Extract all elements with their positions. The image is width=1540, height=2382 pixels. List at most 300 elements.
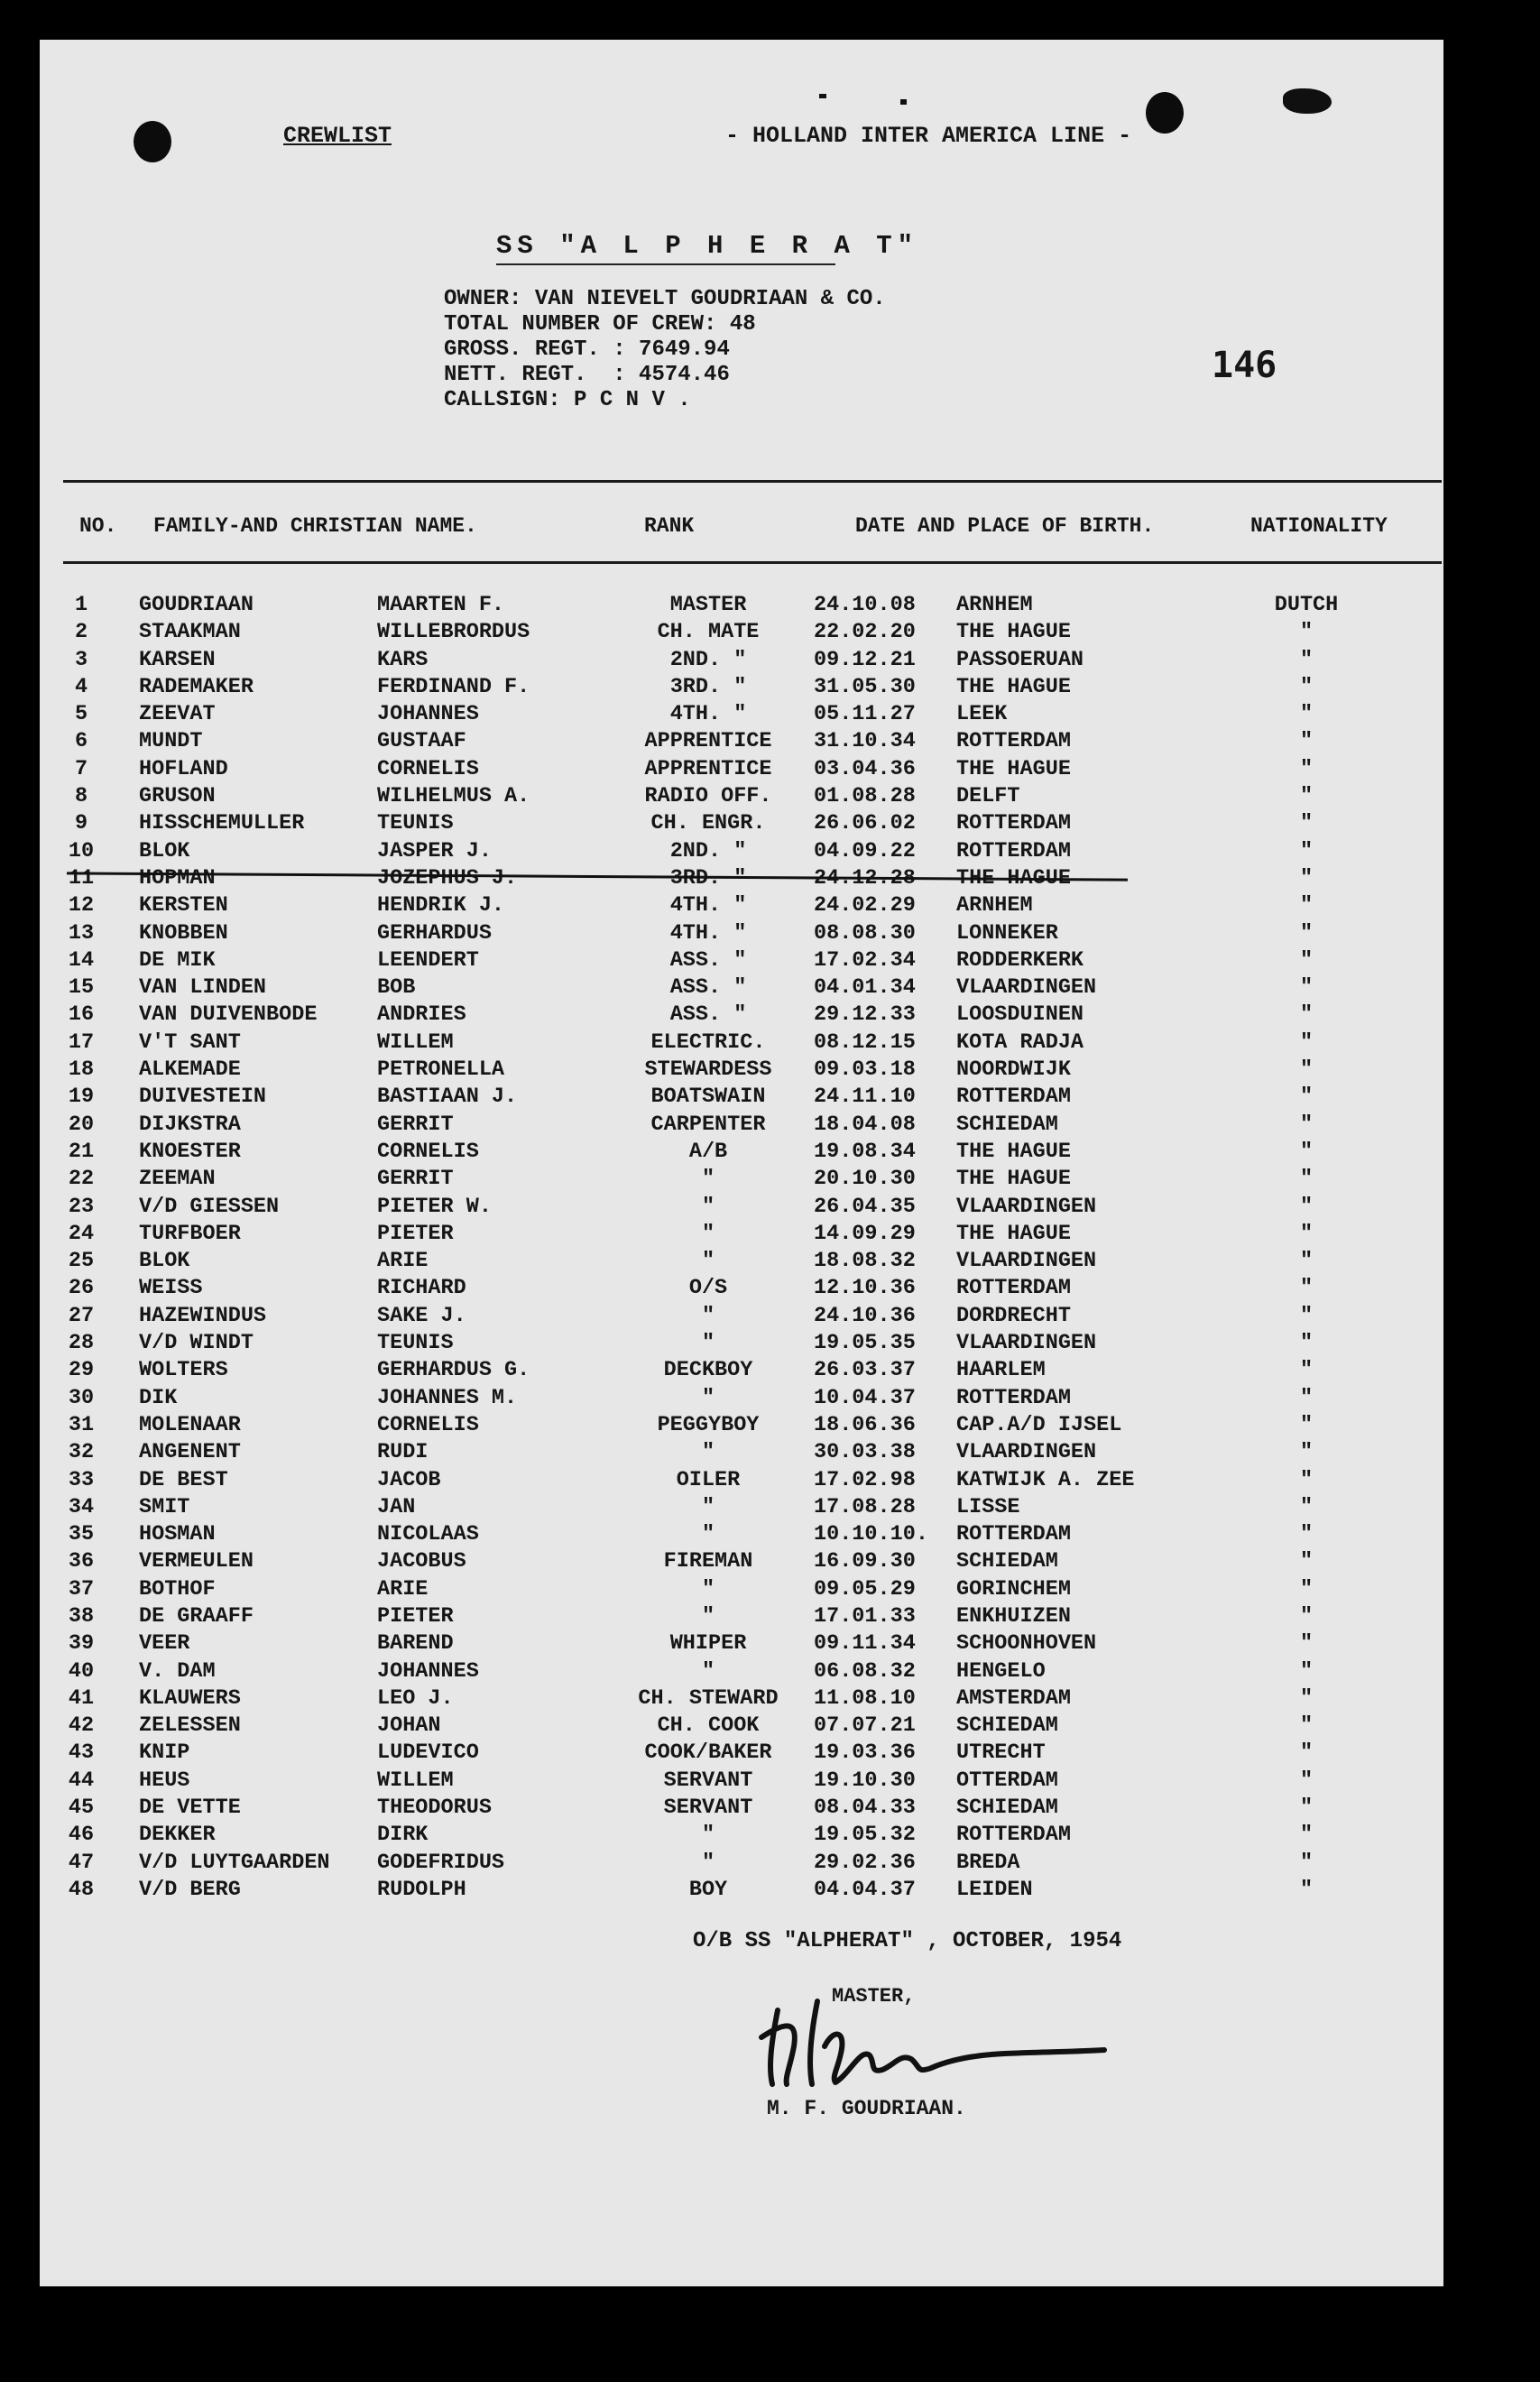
nationality-cell: "	[1299, 1576, 1314, 1602]
birth-date-cell: 14.09.29	[814, 1221, 916, 1246]
crew-number-cell: 30	[68, 1385, 95, 1410]
rank-cell: 2ND. "	[669, 647, 747, 672]
family-name-cell: DE MIK	[139, 947, 216, 973]
rank-cell: STEWARDESS	[644, 1057, 772, 1083]
christian-name-cell: PIETER	[377, 1603, 454, 1629]
birth-date-cell: 06.08.32	[814, 1658, 916, 1684]
birth-place-cell: ROTTERDAM	[956, 1522, 1071, 1547]
christian-name-cell: DIRK	[377, 1823, 429, 1848]
nationality-cell: "	[1299, 756, 1314, 781]
family-name-cell: VEER	[139, 1631, 190, 1657]
nationality-cell: "	[1299, 1713, 1314, 1739]
birth-date-cell: 09.03.18	[814, 1057, 916, 1083]
birth-place-cell: HAARLEM	[956, 1358, 1046, 1383]
table-row	[40, 1112, 1443, 1139]
document-type-heading: CREWLIST	[283, 123, 392, 149]
crew-number-cell: 8	[74, 784, 88, 809]
rank-cell: COOK/BAKER	[644, 1740, 772, 1766]
header-rule-top	[63, 480, 1442, 483]
birth-place-cell: PASSOERUAN	[956, 647, 1084, 672]
table-row	[40, 1330, 1443, 1357]
nationality-cell: "	[1299, 1440, 1314, 1465]
christian-name-cell: GERRIT	[377, 1167, 454, 1192]
family-name-cell: V/D WINDT	[139, 1331, 254, 1356]
crew-number-cell: 12	[68, 893, 95, 919]
birth-place-cell: LOOSDUINEN	[956, 1002, 1084, 1028]
nationality-cell: "	[1299, 1549, 1314, 1574]
family-name-cell: V/D LUYTGAARDEN	[139, 1850, 330, 1875]
rank-cell: BOY	[688, 1877, 728, 1902]
crew-number-cell: 2	[74, 620, 88, 645]
christian-name-cell: ANDRIES	[377, 1002, 466, 1028]
nationality-cell: "	[1299, 1768, 1314, 1793]
birth-date-cell: 24.10.08	[814, 593, 916, 617]
christian-name-cell: RICHARD	[377, 1276, 466, 1301]
nationality-cell: "	[1299, 865, 1314, 891]
nationality-cell: "	[1299, 1494, 1314, 1519]
christian-name-cell: FERDINAND F.	[377, 674, 530, 699]
family-name-cell: DEKKER	[139, 1823, 216, 1848]
nationality-cell: "	[1299, 1603, 1314, 1629]
birth-place-cell: THE HAGUE	[956, 865, 1071, 891]
crew-number-cell: 6	[74, 729, 88, 754]
birth-date-cell: 18.04.08	[814, 1112, 916, 1137]
gross-tonnage-label: GROSS. REGT. :	[444, 337, 626, 362]
nationality-cell: "	[1299, 1002, 1314, 1028]
table-row	[40, 1603, 1443, 1630]
owner-value: VAN NIEVELT GOUDRIAAN & CO.	[534, 287, 886, 311]
nationality-cell: "	[1299, 1877, 1314, 1902]
christian-name-cell: THEODORUS	[377, 1796, 492, 1821]
rank-cell: ASS. "	[669, 1002, 747, 1028]
birth-place-cell: SCHOONHOVEN	[956, 1631, 1097, 1657]
birth-place-cell: ROTTERDAM	[956, 811, 1071, 836]
rank-cell: APPRENTICE	[644, 729, 772, 754]
birth-date-cell: 22.02.20	[814, 620, 916, 645]
rank-cell: SERVANT	[663, 1796, 753, 1821]
crew-number-cell: 32	[68, 1440, 95, 1465]
family-name-cell: VAN LINDEN	[139, 975, 267, 1001]
birth-place-cell: HENGELO	[956, 1658, 1046, 1684]
crew-number-cell: 13	[68, 920, 95, 946]
crew-number-cell: 11	[68, 865, 95, 891]
birth-place-cell: VLAARDINGEN	[956, 1440, 1097, 1465]
table-row	[40, 647, 1443, 674]
callsign-label: CALLSIGN:	[444, 388, 561, 412]
christian-name-cell: JACOBUS	[377, 1549, 466, 1574]
location-date-line: O/B SS "ALPHERAT" , OCTOBER, 1954	[693, 1929, 1122, 1953]
family-name-cell: BLOK	[139, 838, 190, 863]
nationality-cell: "	[1299, 1850, 1314, 1875]
birth-date-cell: 19.10.30	[814, 1768, 916, 1793]
crew-number-cell: 20	[68, 1112, 95, 1137]
nationality-cell: "	[1299, 729, 1314, 754]
crew-number-cell: 34	[68, 1494, 95, 1519]
christian-name-cell: CORNELIS	[377, 1139, 479, 1164]
title-underline	[496, 263, 835, 265]
family-name-cell: V. DAM	[139, 1658, 216, 1684]
rank-cell: CH. COOK	[657, 1713, 760, 1739]
crew-number-cell: 22	[68, 1167, 95, 1192]
family-name-cell: HISSCHEMULLER	[139, 811, 305, 836]
crew-number-cell: 27	[68, 1303, 95, 1328]
birth-date-cell: 24.12.28	[814, 865, 916, 891]
birth-date-cell: 29.02.36	[814, 1850, 916, 1875]
family-name-cell: ZEEVAT	[139, 702, 216, 727]
table-row	[40, 1029, 1443, 1057]
christian-name-cell: JACOB	[377, 1467, 441, 1492]
christian-name-cell: SAKE J.	[377, 1303, 466, 1328]
birth-place-cell: LONNEKER	[956, 920, 1058, 946]
birth-place-cell: OTTERDAM	[956, 1768, 1058, 1793]
christian-name-cell: TEUNIS	[377, 811, 454, 836]
family-name-cell: ZELESSEN	[139, 1713, 241, 1739]
birth-date-cell: 24.11.10	[814, 1085, 916, 1110]
document-page	[40, 40, 1443, 2286]
birth-place-cell: AMSTERDAM	[956, 1685, 1071, 1711]
crew-number-cell: 1	[74, 593, 88, 617]
table-row	[40, 1412, 1443, 1439]
birth-place-cell: RODDERKERK	[956, 947, 1084, 973]
crew-table	[40, 592, 1443, 1904]
rank-cell: DECKBOY	[663, 1358, 753, 1383]
owner-line	[444, 287, 886, 312]
rank-cell: MASTER	[669, 593, 747, 617]
birth-place-cell: UTRECHT	[956, 1740, 1046, 1766]
table-row	[40, 1166, 1443, 1193]
birth-place-cell: CAP.A/D IJSEL	[956, 1412, 1122, 1437]
family-name-cell: BLOK	[139, 1249, 190, 1274]
table-row	[40, 1685, 1443, 1713]
table-row	[40, 1002, 1443, 1029]
christian-name-cell: WILHELMUS A.	[377, 784, 530, 809]
crew-number-cell: 19	[68, 1085, 95, 1110]
family-name-cell: KLAUWERS	[139, 1685, 241, 1711]
rank-cell: RADIO OFF.	[644, 784, 772, 809]
ship-info-block	[444, 287, 886, 413]
family-name-cell: KERSTEN	[139, 893, 228, 919]
family-name-cell: ZEEMAN	[139, 1167, 216, 1192]
birth-place-cell: VLAARDINGEN	[956, 1249, 1097, 1274]
ship-title: SS "A L P H E R A T"	[496, 231, 919, 261]
rank-cell: CARPENTER	[650, 1112, 766, 1137]
rank-cell: APPRENTICE	[644, 756, 772, 781]
birth-place-cell: ROTTERDAM	[956, 838, 1071, 863]
nationality-cell: "	[1299, 1631, 1314, 1657]
nationality-cell: "	[1299, 1112, 1314, 1137]
christian-name-cell: PETRONELLA	[377, 1057, 505, 1083]
christian-name-cell: JAN	[377, 1494, 416, 1519]
birth-date-cell: 20.10.30	[814, 1167, 916, 1192]
birth-date-cell: 01.08.28	[814, 784, 916, 809]
rank-cell: ELECTRIC.	[650, 1029, 766, 1055]
rank-cell: 4TH. "	[669, 702, 747, 727]
christian-name-cell: RUDOLPH	[377, 1877, 466, 1902]
header-rule-bottom	[63, 561, 1442, 564]
nationality-cell: DUTCH	[1274, 593, 1339, 617]
nationality-cell: "	[1299, 1740, 1314, 1766]
birth-place-cell: NOORDWIJK	[956, 1057, 1071, 1083]
rank-cell: "	[701, 1494, 715, 1519]
christian-name-cell: GUSTAAF	[377, 729, 466, 754]
company-heading: - HOLLAND INTER AMERICA LINE -	[725, 123, 1132, 149]
birth-place-cell: DORDRECHT	[956, 1303, 1071, 1328]
table-row	[40, 1630, 1443, 1657]
nationality-cell: "	[1299, 1085, 1314, 1110]
table-row	[40, 1795, 1443, 1822]
punch-hole-right	[1146, 92, 1184, 134]
christian-name-cell: GERHARDUS G.	[377, 1358, 530, 1383]
christian-name-cell: LEENDERT	[377, 947, 479, 973]
nett-tonnage-label: NETT. REGT. :	[444, 363, 626, 387]
table-row	[40, 1521, 1443, 1548]
crew-number-cell: 26	[68, 1276, 95, 1301]
table-row	[40, 892, 1443, 919]
torn-corner-mark	[1283, 88, 1332, 114]
birth-date-cell: 18.08.32	[814, 1249, 916, 1274]
christian-name-cell: BOB	[377, 975, 416, 1001]
family-name-cell: RADEMAKER	[139, 674, 254, 699]
rank-cell: "	[701, 1576, 715, 1602]
owner-label: OWNER:	[444, 287, 522, 311]
crew-number-cell: 35	[68, 1522, 95, 1547]
signatory-name: M. F. GOUDRIAAN.	[767, 2097, 966, 2120]
nationality-cell: "	[1299, 811, 1314, 836]
birth-place-cell: LEIDEN	[956, 1877, 1033, 1902]
gross-tonnage-line	[444, 337, 886, 363]
punch-hole-left	[134, 121, 171, 162]
birth-date-cell: 08.04.33	[814, 1796, 916, 1821]
birth-place-cell: ROTTERDAM	[956, 1276, 1071, 1301]
rank-cell: "	[701, 1194, 715, 1219]
birth-date-cell: 17.02.98	[814, 1467, 916, 1492]
christian-name-cell: WILLEM	[377, 1768, 454, 1793]
christian-name-cell: JOZEPHUS J.	[377, 865, 518, 891]
christian-name-cell: GERRIT	[377, 1112, 454, 1137]
birth-date-cell: 17.01.33	[814, 1603, 916, 1629]
table-row	[40, 810, 1443, 837]
table-row	[40, 1822, 1443, 1849]
crew-number-cell: 17	[68, 1029, 95, 1055]
table-row	[40, 1658, 1443, 1685]
birth-date-cell: 19.08.34	[814, 1139, 916, 1164]
christian-name-cell: WILLEBRORDUS	[377, 620, 530, 645]
rank-cell: WHIPER	[669, 1631, 747, 1657]
nett-tonnage-line	[444, 363, 886, 388]
master-label: MASTER,	[832, 1985, 916, 2008]
crew-count-label: TOTAL NUMBER OF CREW:	[444, 312, 717, 337]
ink-speck	[819, 94, 826, 98]
family-name-cell: WEISS	[139, 1276, 203, 1301]
birth-place-cell: THE HAGUE	[956, 756, 1071, 781]
crew-number-cell: 39	[68, 1631, 95, 1657]
nationality-cell: "	[1299, 1358, 1314, 1383]
birth-date-cell: 18.06.36	[814, 1412, 916, 1437]
nationality-cell: "	[1299, 1685, 1314, 1711]
nationality-cell: "	[1299, 1276, 1314, 1301]
nationality-cell: "	[1299, 1522, 1314, 1547]
family-name-cell: V/D BERG	[139, 1877, 241, 1902]
christian-name-cell: WILLEM	[377, 1029, 454, 1055]
christian-name-cell: JOHANNES	[377, 1658, 479, 1684]
birth-place-cell: SCHIEDAM	[956, 1796, 1058, 1821]
christian-name-cell: CORNELIS	[377, 756, 479, 781]
birth-date-cell: 31.10.34	[814, 729, 916, 754]
birth-date-cell: 09.11.34	[814, 1631, 916, 1657]
nationality-cell: "	[1299, 1057, 1314, 1083]
birth-date-cell: 30.03.38	[814, 1440, 916, 1465]
family-name-cell: DIK	[139, 1385, 178, 1410]
crew-count-value: 48	[729, 312, 756, 337]
gross-tonnage-value: 7649.94	[639, 337, 730, 362]
nationality-cell: "	[1299, 893, 1314, 919]
birth-place-cell: ARNHEM	[956, 593, 1033, 617]
nationality-cell: "	[1299, 1139, 1314, 1164]
nationality-cell: "	[1299, 975, 1314, 1001]
family-name-cell: DIJKSTRA	[139, 1112, 241, 1137]
crew-number-cell: 45	[68, 1796, 95, 1821]
birth-place-cell: ROTTERDAM	[956, 1085, 1071, 1110]
table-row	[40, 974, 1443, 1002]
crew-number-cell: 40	[68, 1658, 95, 1684]
table-row	[40, 1439, 1443, 1466]
family-name-cell: VAN DUIVENBODE	[139, 1002, 318, 1028]
christian-name-cell: BAREND	[377, 1631, 454, 1657]
crew-number-cell: 4	[74, 674, 88, 699]
christian-name-cell: JOHAN	[377, 1713, 441, 1739]
table-row	[40, 1057, 1443, 1084]
christian-name-cell: LUDEVICO	[377, 1740, 479, 1766]
family-name-cell: KNOBBEN	[139, 920, 228, 946]
nationality-cell: "	[1299, 702, 1314, 727]
crew-number-cell: 29	[68, 1358, 95, 1383]
crew-number-cell: 43	[68, 1740, 95, 1766]
crew-number-cell: 48	[68, 1877, 95, 1902]
christian-name-cell: ARIE	[377, 1576, 429, 1602]
table-row	[40, 1357, 1443, 1384]
family-name-cell: GOUDRIAAN	[139, 593, 254, 617]
christian-name-cell: ARIE	[377, 1249, 429, 1274]
rank-cell: SERVANT	[663, 1768, 753, 1793]
nationality-cell: "	[1299, 784, 1314, 809]
birth-place-cell: VLAARDINGEN	[956, 1331, 1097, 1356]
birth-date-cell: 31.05.30	[814, 674, 916, 699]
table-row	[40, 674, 1443, 701]
birth-date-cell: 24.02.29	[814, 893, 916, 919]
family-name-cell: KNIP	[139, 1740, 190, 1766]
callsign-line	[444, 388, 886, 413]
crew-number-cell: 10	[68, 838, 95, 863]
rank-cell: "	[701, 1331, 715, 1356]
family-name-cell: TURFBOER	[139, 1221, 241, 1246]
column-header-no: NO.	[79, 514, 117, 538]
christian-name-cell: PIETER W.	[377, 1194, 492, 1219]
rank-cell: "	[701, 1522, 715, 1547]
table-row	[40, 920, 1443, 947]
crew-number-cell: 28	[68, 1331, 95, 1356]
rank-cell: CH. ENGR.	[650, 811, 766, 836]
family-name-cell: V'T SANT	[139, 1029, 241, 1055]
crew-number-cell: 47	[68, 1850, 95, 1875]
crew-number-cell: 21	[68, 1139, 95, 1164]
rank-cell: PEGGYBOY	[657, 1412, 760, 1437]
birth-date-cell: 08.12.15	[814, 1029, 916, 1055]
rank-cell: CH. MATE	[657, 620, 760, 645]
crew-number-cell: 18	[68, 1057, 95, 1083]
christian-name-cell: JASPER J.	[377, 838, 492, 863]
birth-place-cell: BREDA	[956, 1850, 1020, 1875]
christian-name-cell: HENDRIK J.	[377, 893, 505, 919]
nationality-cell: "	[1299, 1194, 1314, 1219]
rank-cell: BOATSWAIN	[650, 1085, 766, 1110]
birth-place-cell: ENKHUIZEN	[956, 1603, 1071, 1629]
family-name-cell: HAZEWINDUS	[139, 1303, 267, 1328]
family-name-cell: ANGENENT	[139, 1440, 241, 1465]
rank-cell: "	[701, 1603, 715, 1629]
birth-place-cell: LISSE	[956, 1494, 1020, 1519]
birth-date-cell: 26.03.37	[814, 1358, 916, 1383]
birth-date-cell: 17.08.28	[814, 1494, 916, 1519]
birth-date-cell: 26.04.35	[814, 1194, 916, 1219]
birth-date-cell: 16.09.30	[814, 1549, 916, 1574]
birth-date-cell: 19.05.35	[814, 1331, 916, 1356]
table-row	[40, 1467, 1443, 1494]
nationality-cell: "	[1299, 1221, 1314, 1246]
rank-cell: "	[701, 1440, 715, 1465]
rank-cell: OILER	[676, 1467, 741, 1492]
christian-name-cell: MAARTEN F.	[377, 593, 505, 617]
nationality-cell: "	[1299, 647, 1314, 672]
nationality-cell: "	[1299, 1303, 1314, 1328]
table-row	[40, 1713, 1443, 1740]
christian-name-cell: PIETER	[377, 1221, 454, 1246]
rank-cell: "	[701, 1850, 715, 1875]
table-row	[40, 1275, 1443, 1302]
rank-cell: "	[701, 1303, 715, 1328]
family-name-cell: HOSMAN	[139, 1522, 216, 1547]
christian-name-cell: JOHANNES	[377, 702, 479, 727]
family-name-cell: DE GRAAFF	[139, 1603, 254, 1629]
rank-cell: 4TH. "	[669, 920, 747, 946]
rank-cell: "	[701, 1249, 715, 1274]
birth-place-cell: VLAARDINGEN	[956, 975, 1097, 1001]
family-name-cell: MUNDT	[139, 729, 203, 754]
birth-place-cell: SCHIEDAM	[956, 1112, 1058, 1137]
table-row	[40, 728, 1443, 755]
rank-cell: ASS. "	[669, 975, 747, 1001]
rank-cell: "	[701, 1658, 715, 1684]
table-row	[40, 756, 1443, 783]
crew-number-cell: 41	[68, 1685, 95, 1711]
column-header-birth: DATE AND PLACE OF BIRTH.	[855, 514, 1155, 538]
christian-name-cell: TEUNIS	[377, 1331, 454, 1356]
table-row	[40, 1385, 1443, 1412]
table-row	[40, 1576, 1443, 1603]
table-row	[40, 1494, 1443, 1521]
family-name-cell: HEUS	[139, 1768, 190, 1793]
table-row	[40, 1221, 1443, 1248]
birth-date-cell: 04.09.22	[814, 838, 916, 863]
table-row	[40, 1084, 1443, 1111]
crew-number-cell: 31	[68, 1412, 95, 1437]
crew-number-cell: 15	[68, 975, 95, 1001]
family-name-cell: KARSEN	[139, 647, 216, 672]
christian-name-cell: JOHANNES M.	[377, 1385, 518, 1410]
birth-date-cell: 09.12.21	[814, 647, 916, 672]
table-row	[40, 1139, 1443, 1166]
table-row	[40, 1548, 1443, 1575]
rank-cell: CH. STEWARD	[638, 1685, 779, 1711]
